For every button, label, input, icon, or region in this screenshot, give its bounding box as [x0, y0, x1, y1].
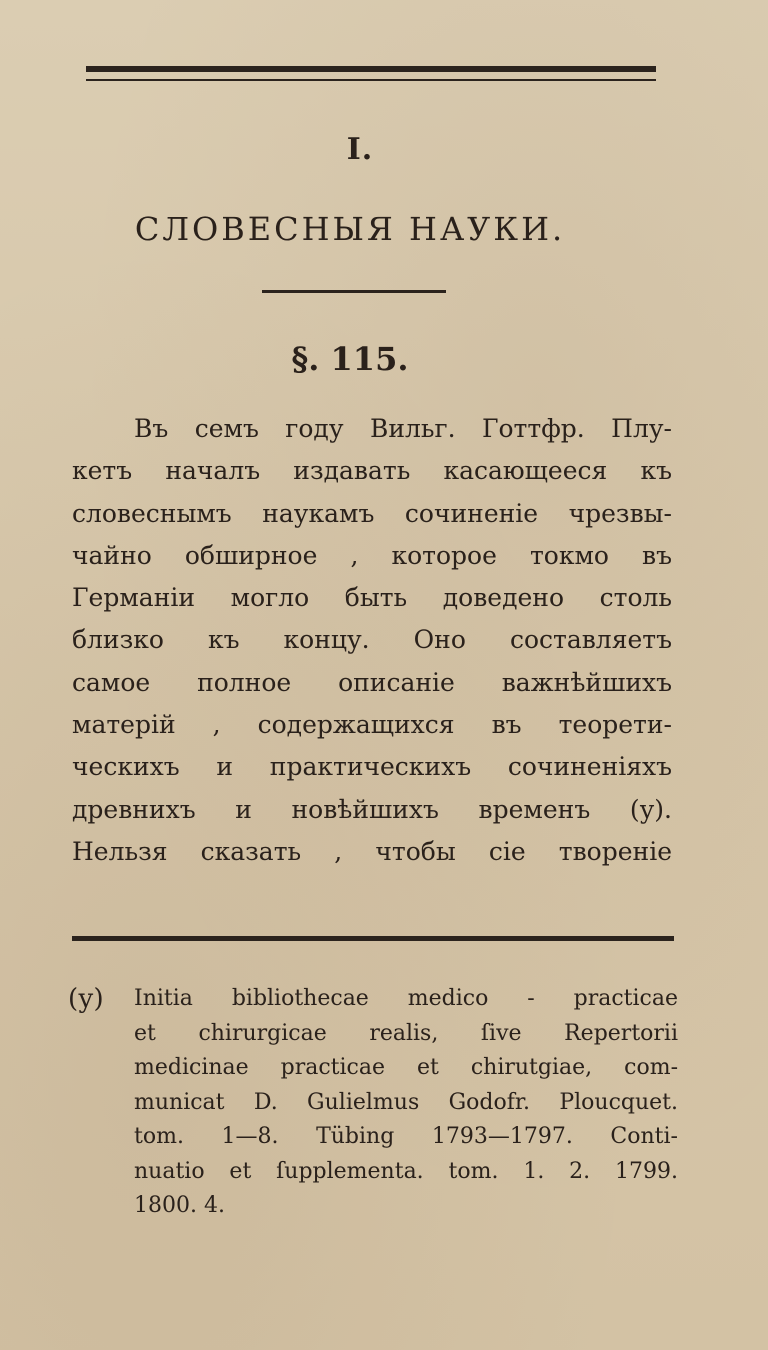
- body-line: древнихъ и новѣйшихъ временъ (у).: [72, 794, 672, 824]
- header-rule-thin: [86, 79, 656, 81]
- footnote-line: tom. 1—8. Tübing 1793—1797. Conti-: [134, 1124, 678, 1149]
- footnote-line: et chirurgicae realis, ſive Repertorii: [134, 1020, 678, 1046]
- body-line: чайно обширное , которое токмо въ: [72, 540, 672, 570]
- footnote-line: nuatio et ſupplementa. tom. 1. 2. 1799.: [134, 1158, 678, 1184]
- body-line: ческихъ и практическихъ сочиненіяхъ: [72, 752, 672, 782]
- footnote-text: [134, 982, 678, 1224]
- body-line: Германіи могло быть доведено столь: [72, 583, 672, 613]
- paragraph-number: §. 115.: [291, 340, 409, 378]
- body-line: Нельзя сказать , чтобы сіе твореніе: [72, 836, 672, 866]
- body-line: близко къ концу. Оно составляетъ: [72, 625, 672, 655]
- footnote-line: Initia bibliothecae medico - practicae: [134, 986, 678, 1011]
- section-title: СЛОВЕСНЫЯ НАУКИ.: [134, 210, 566, 248]
- body-line: кетъ началъ издавать касающееся къ: [72, 456, 672, 486]
- footnote-line: 1800. 4.: [134, 1193, 225, 1218]
- header-rule-thick: [86, 66, 656, 72]
- body-line: Въ семъ году Вильг. Готтфр. Плу-: [134, 414, 672, 443]
- title-divider: [262, 290, 446, 293]
- body-line: самое полное описаніе важнѣйшихъ: [72, 667, 672, 697]
- footnote-line: municat D. Gulielmus Godofr. Ploucquet.: [134, 1089, 678, 1115]
- footnote-mark: (у): [68, 984, 104, 1014]
- body-paragraph: [72, 408, 672, 873]
- body-line: словеснымъ наукамъ сочиненіе чрезвы-: [72, 498, 672, 528]
- chapter-number: I.: [346, 132, 374, 167]
- footnote-separator: [72, 936, 674, 941]
- body-line: матерій , содержащихся въ теорети-: [72, 710, 672, 740]
- footnote-line: medicinae practicae et chirutgiae, com-: [134, 1055, 678, 1080]
